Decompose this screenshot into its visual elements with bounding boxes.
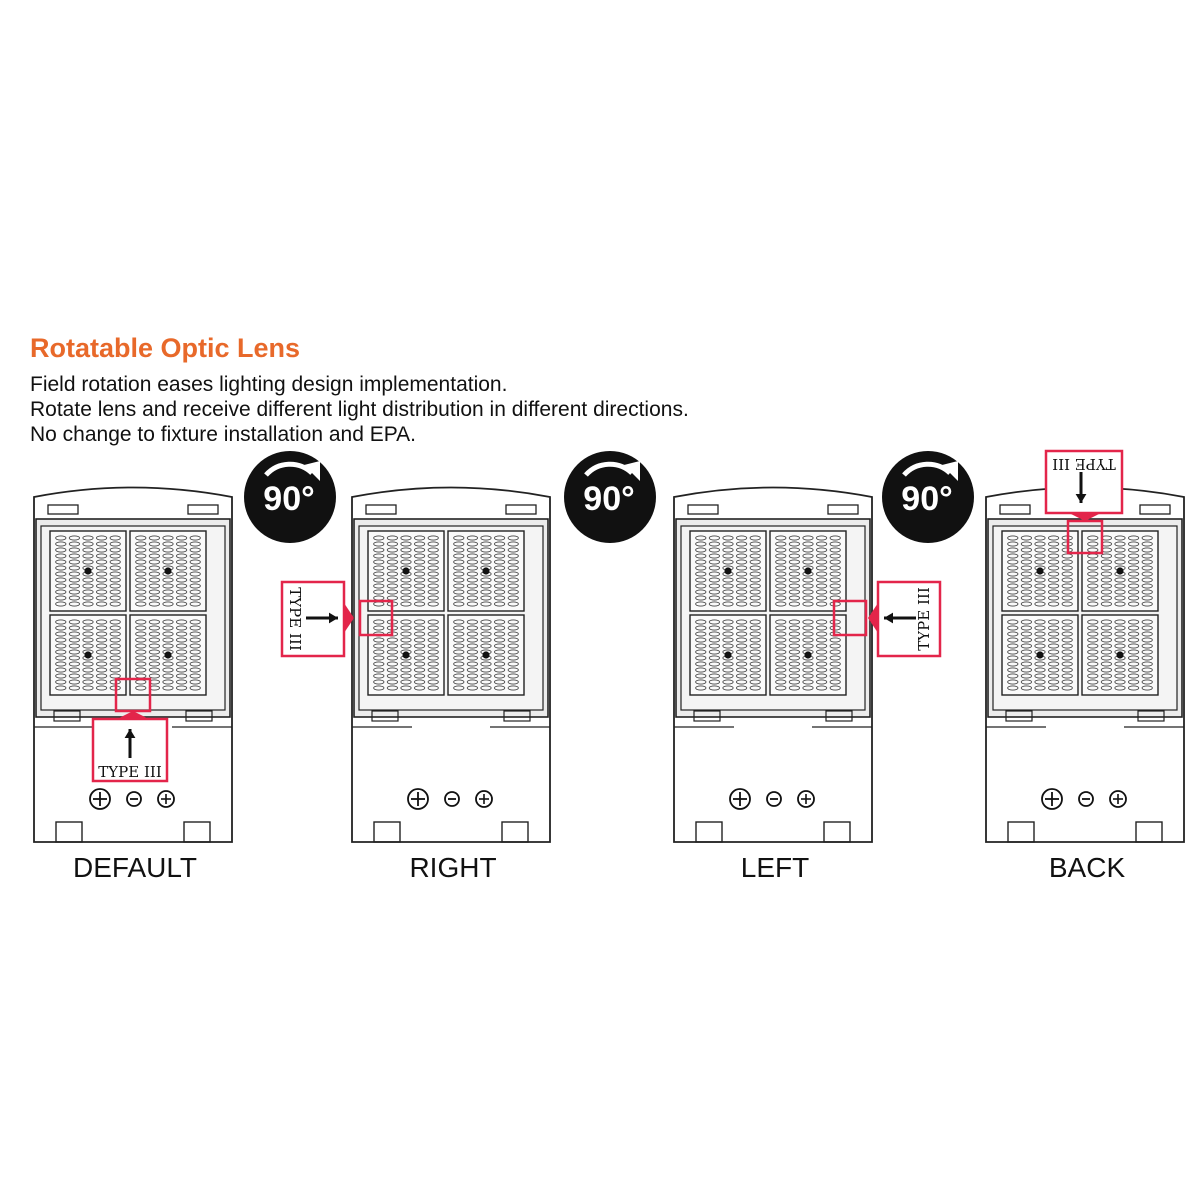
- fixture-label-left: LEFT: [740, 852, 810, 883]
- fixture-label-default: DEFAULT: [73, 852, 197, 883]
- rotate-90-label: 90°: [583, 480, 635, 518]
- rotate-90-badge-3: [882, 451, 974, 543]
- fixture-back: [986, 451, 1184, 883]
- fixture-right: [282, 488, 550, 884]
- page-title: Rotatable Optic Lens: [30, 333, 301, 363]
- type-label-default: TYPE III: [98, 763, 162, 781]
- rotate-90-badge-2: [564, 451, 656, 543]
- type-label-right: TYPE III: [286, 587, 304, 651]
- description-line-1: Field rotation eases lighting design implementation.: [30, 373, 508, 396]
- fixture-label-back: BACK: [1048, 852, 1126, 883]
- description-line-3: No change to fixture installation and EPA.: [30, 423, 417, 446]
- rotate-90-label: 90°: [263, 480, 315, 518]
- description-line-2: Rotate lens and receive different light distribution in different directions.: [30, 398, 689, 421]
- fixture-default: [34, 488, 232, 884]
- type-label-left: TYPE III: [915, 587, 933, 651]
- fixture-left: [674, 488, 940, 884]
- rotate-90-badge-1: [244, 451, 336, 543]
- fixture-label-right: RIGHT: [409, 852, 497, 883]
- rotate-90-label: 90°: [901, 480, 953, 518]
- type-label-back: TYPE III: [1052, 455, 1116, 473]
